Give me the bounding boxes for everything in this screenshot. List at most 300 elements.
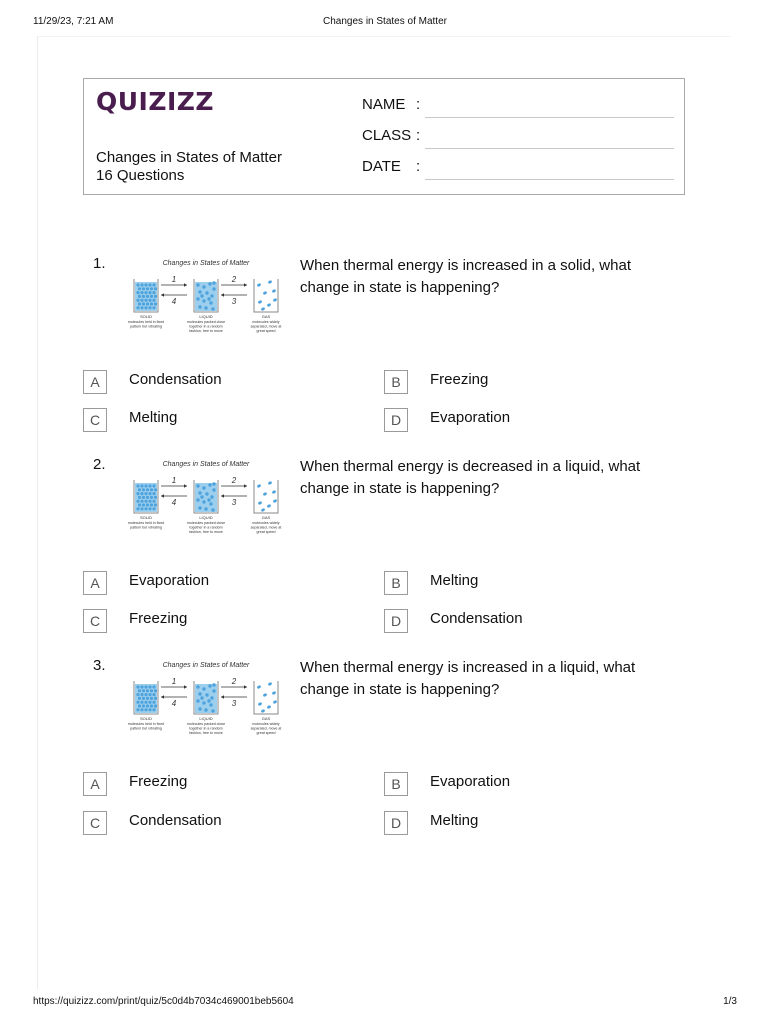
arrow-head xyxy=(221,293,224,297)
particle xyxy=(136,299,139,302)
particle xyxy=(142,488,145,491)
particle xyxy=(257,484,262,488)
question-3 xyxy=(83,657,693,847)
particle xyxy=(142,689,145,692)
particle xyxy=(150,496,153,499)
option-b[interactable] xyxy=(384,772,664,796)
arrow-label: 3 xyxy=(231,699,237,708)
class-label: CLASS xyxy=(362,127,412,144)
particle xyxy=(154,503,157,506)
particle xyxy=(210,294,213,297)
beaker-gas xyxy=(251,480,282,534)
diagram-svg xyxy=(128,456,284,548)
particle xyxy=(207,699,210,702)
arrow-label: 4 xyxy=(171,297,177,306)
particle xyxy=(146,488,149,491)
particle xyxy=(211,508,214,511)
particle xyxy=(148,484,151,487)
particle xyxy=(273,499,278,503)
particle xyxy=(196,283,199,286)
particle xyxy=(152,685,155,688)
state-description: molecules held in fixed xyxy=(128,521,165,525)
worksheet-header xyxy=(83,78,685,195)
particle xyxy=(144,693,147,696)
state-description: molecules packed close xyxy=(186,722,226,726)
date-field[interactable] xyxy=(362,156,674,180)
particle xyxy=(146,704,149,707)
beaker-liquid xyxy=(187,279,225,333)
arrow-head xyxy=(161,293,164,297)
particle xyxy=(144,685,147,688)
arrow-head xyxy=(244,283,247,287)
particle xyxy=(208,282,211,285)
particle xyxy=(148,701,151,704)
question-text: When thermal energy is increased in a solid, what change in state is happening? xyxy=(300,257,631,296)
particle xyxy=(154,689,157,692)
particle xyxy=(198,506,201,509)
diagram-svg xyxy=(128,657,284,749)
particle xyxy=(258,501,263,505)
particle xyxy=(209,703,212,706)
particle xyxy=(152,708,155,711)
option-d[interactable] xyxy=(384,811,664,835)
state-description: molecules widely xyxy=(252,722,280,726)
particle xyxy=(146,503,149,506)
particle xyxy=(268,481,273,485)
particle xyxy=(263,693,268,697)
question-number: 3. xyxy=(93,657,106,674)
particle xyxy=(204,708,207,711)
particle xyxy=(212,683,215,686)
particle xyxy=(148,306,151,309)
option-c[interactable] xyxy=(83,811,363,835)
particle xyxy=(152,291,155,294)
particle xyxy=(144,507,147,510)
state-description: molecules widely xyxy=(252,521,280,525)
option-b[interactable] xyxy=(384,370,664,394)
diagram-svg xyxy=(128,255,284,347)
diagram-title: Changes in States of Matter xyxy=(162,461,250,468)
particle xyxy=(146,287,149,290)
particle xyxy=(196,685,199,688)
particle xyxy=(140,685,143,688)
diagram-title: Changes in States of Matter xyxy=(162,662,250,669)
date-label: DATE xyxy=(362,158,401,175)
particle xyxy=(148,708,151,711)
arrow-head xyxy=(184,283,187,287)
particle xyxy=(146,697,149,700)
particle xyxy=(142,287,145,290)
particle xyxy=(140,500,143,503)
particle xyxy=(272,289,277,293)
particle xyxy=(148,693,151,696)
particle xyxy=(138,697,141,700)
particle xyxy=(210,495,213,498)
arrow-label: 3 xyxy=(231,297,237,306)
arrow-label: 1 xyxy=(171,476,177,485)
states-of-matter-diagram xyxy=(128,456,284,548)
particle xyxy=(140,484,143,487)
particle xyxy=(138,689,141,692)
option-text: Evaporation xyxy=(430,773,511,790)
particle xyxy=(210,696,213,699)
particle xyxy=(205,492,208,495)
arrow-head xyxy=(221,695,224,699)
state-label: SOLID xyxy=(139,314,153,319)
particle xyxy=(268,280,273,284)
particle xyxy=(140,299,143,302)
particle xyxy=(144,492,147,495)
particle xyxy=(196,498,199,501)
class-line[interactable] xyxy=(425,148,674,149)
particle xyxy=(142,697,145,700)
particle xyxy=(198,491,201,494)
particle xyxy=(212,287,215,290)
print-url: https://quizizz.com/print/quiz/5c0d4b7034c469001beb5604 xyxy=(33,996,294,1007)
state-description: separated, move at xyxy=(250,525,282,530)
particle xyxy=(154,496,157,499)
option-c[interactable] xyxy=(83,408,363,432)
state-description: together in a random xyxy=(189,525,223,530)
arrow-head xyxy=(161,494,164,498)
option-letter: A xyxy=(83,571,107,595)
particle xyxy=(257,283,262,287)
state-description: together in a random xyxy=(189,726,223,731)
option-letter: C xyxy=(83,609,107,633)
option-d[interactable] xyxy=(384,408,664,432)
particle xyxy=(261,307,266,311)
question-number: 2. xyxy=(93,456,106,473)
option-letter: B xyxy=(384,772,408,796)
question-text: When thermal energy is decreased in a liquid, what change in state is happening? xyxy=(300,458,641,497)
particle xyxy=(204,507,207,510)
particle xyxy=(267,504,272,508)
option-letter: A xyxy=(83,370,107,394)
arrow-label: 2 xyxy=(231,275,237,284)
particle xyxy=(212,689,215,692)
beaker-outline xyxy=(254,279,278,312)
particle xyxy=(144,500,147,503)
particle xyxy=(207,297,210,300)
particle xyxy=(136,693,139,696)
particle xyxy=(152,701,155,704)
beaker-outline xyxy=(254,681,278,714)
option-letter: D xyxy=(384,609,408,633)
particle xyxy=(152,500,155,503)
particle xyxy=(263,492,268,496)
particle xyxy=(261,508,266,512)
particle xyxy=(212,482,215,485)
particle xyxy=(198,305,201,308)
particle xyxy=(207,498,210,501)
arrow-head xyxy=(161,695,164,699)
quiz-title: Changes in States of Matter xyxy=(96,149,282,166)
particle xyxy=(138,295,141,298)
particle xyxy=(150,302,153,305)
particle xyxy=(211,709,214,712)
particle xyxy=(200,696,203,699)
particle xyxy=(205,291,208,294)
quizizz-logo: QUIZIZZ xyxy=(96,87,215,116)
particle xyxy=(138,302,141,305)
particle xyxy=(152,492,155,495)
particle xyxy=(148,291,151,294)
option-text: Evaporation xyxy=(430,409,511,426)
option-letter: A xyxy=(83,772,107,796)
option-text: Evaporation xyxy=(129,572,210,589)
particle xyxy=(140,507,143,510)
particle xyxy=(140,283,143,286)
particle xyxy=(136,507,139,510)
particle xyxy=(150,295,153,298)
particle xyxy=(142,295,145,298)
state-description: pattern but vibrating xyxy=(130,525,162,530)
particle xyxy=(204,306,207,309)
particle xyxy=(146,295,149,298)
particle xyxy=(148,507,151,510)
beaker-solid xyxy=(128,279,164,329)
state-description: pattern but vibrating xyxy=(130,324,162,329)
particle xyxy=(198,692,201,695)
arrow-head xyxy=(221,494,224,498)
particle xyxy=(273,700,278,704)
particle xyxy=(140,291,143,294)
particle xyxy=(142,302,145,305)
state-label: GAS xyxy=(261,716,271,721)
state-description: great speed xyxy=(256,530,276,534)
particle xyxy=(152,299,155,302)
beaker-liquid xyxy=(187,480,225,534)
option-text: Condensation xyxy=(129,812,222,829)
particle xyxy=(152,283,155,286)
name-colon: : xyxy=(416,96,421,113)
class-field[interactable] xyxy=(362,125,674,149)
state-description: fashion, free to move xyxy=(189,731,223,735)
particle xyxy=(208,483,211,486)
particle xyxy=(272,691,277,695)
particle xyxy=(138,704,141,707)
arrow-head xyxy=(244,685,247,689)
particle xyxy=(136,500,139,503)
particle xyxy=(136,701,139,704)
particle xyxy=(154,697,157,700)
beaker-liquid xyxy=(187,681,225,735)
state-description: great speed xyxy=(256,329,276,333)
particle xyxy=(146,496,149,499)
particle xyxy=(146,689,149,692)
particle xyxy=(140,693,143,696)
option-text: Freezing xyxy=(129,610,188,627)
option-d[interactable] xyxy=(384,609,664,633)
option-text: Melting xyxy=(430,812,479,829)
option-b[interactable] xyxy=(384,571,664,595)
particle xyxy=(136,685,139,688)
print-header xyxy=(33,16,737,30)
class-colon: : xyxy=(416,127,421,144)
page-number: 1/3 xyxy=(723,996,737,1007)
particle xyxy=(150,697,153,700)
particle xyxy=(138,287,141,290)
particle xyxy=(212,281,215,284)
particle xyxy=(261,709,266,713)
particle xyxy=(257,685,262,689)
state-description: molecules packed close xyxy=(186,320,226,324)
diagram-title: Changes in States of Matter xyxy=(162,260,250,267)
option-a[interactable] xyxy=(83,571,363,595)
state-description: molecules held in fixed xyxy=(128,722,165,726)
particle xyxy=(150,704,153,707)
beaker-gas xyxy=(251,279,282,333)
particle xyxy=(146,302,149,305)
print-timestamp: 11/29/23, 7:21 AM xyxy=(33,16,114,27)
state-label: SOLID xyxy=(139,716,153,721)
option-letter: D xyxy=(384,811,408,835)
question-text: When thermal energy is increased in a liquid, what change in state is happening? xyxy=(300,659,636,698)
beaker-outline xyxy=(254,480,278,513)
question-2 xyxy=(83,456,693,646)
arrow-label: 1 xyxy=(171,677,177,686)
name-field[interactable] xyxy=(362,94,674,118)
option-letter: D xyxy=(384,408,408,432)
option-letter: C xyxy=(83,811,107,835)
particle xyxy=(196,297,199,300)
particle xyxy=(152,484,155,487)
particle xyxy=(136,492,139,495)
particle xyxy=(209,301,212,304)
particle xyxy=(136,283,139,286)
particle xyxy=(144,299,147,302)
particle xyxy=(136,484,139,487)
particle xyxy=(152,693,155,696)
option-letter: C xyxy=(83,408,107,432)
arrow-label: 1 xyxy=(171,275,177,284)
particle xyxy=(148,299,151,302)
question-1 xyxy=(83,255,693,445)
print-title: Changes in States of Matter xyxy=(323,16,447,27)
particle xyxy=(154,295,157,298)
particle xyxy=(152,306,155,309)
particle xyxy=(196,484,199,487)
particle xyxy=(205,693,208,696)
particle xyxy=(138,488,141,491)
particle xyxy=(150,488,153,491)
particle xyxy=(202,486,205,489)
particle xyxy=(144,484,147,487)
states-of-matter-diagram xyxy=(128,657,284,749)
particle xyxy=(144,306,147,309)
particle xyxy=(140,708,143,711)
particle xyxy=(273,298,278,302)
particle xyxy=(154,302,157,305)
particle xyxy=(144,291,147,294)
option-letter: B xyxy=(384,571,408,595)
state-description: great speed xyxy=(256,731,276,735)
arrow-label: 4 xyxy=(171,699,177,708)
particle xyxy=(272,490,277,494)
particle xyxy=(200,294,203,297)
particle xyxy=(148,492,151,495)
particle xyxy=(144,701,147,704)
particle xyxy=(202,701,205,704)
particle xyxy=(268,682,273,686)
option-text: Condensation xyxy=(129,371,222,388)
option-text: Melting xyxy=(129,409,178,426)
state-label: GAS xyxy=(261,515,271,520)
particle xyxy=(144,283,147,286)
particle xyxy=(140,306,143,309)
particle xyxy=(148,500,151,503)
date-line[interactable] xyxy=(425,179,674,180)
particle xyxy=(154,488,157,491)
option-text: Melting xyxy=(430,572,479,589)
state-label: SOLID xyxy=(139,515,153,520)
particle xyxy=(142,496,145,499)
particle xyxy=(258,300,263,304)
state-label: GAS xyxy=(261,314,271,319)
particle xyxy=(152,507,155,510)
particle xyxy=(140,492,143,495)
state-label: LIQUID xyxy=(199,716,213,721)
state-description: together in a random xyxy=(189,324,223,329)
arrow-head xyxy=(244,484,247,488)
option-a[interactable] xyxy=(83,772,363,796)
option-c[interactable] xyxy=(83,609,363,633)
particle xyxy=(144,708,147,711)
beaker-solid xyxy=(128,480,164,530)
particle xyxy=(136,306,139,309)
particle xyxy=(148,685,151,688)
state-description: molecules held in fixed xyxy=(128,320,165,324)
particle xyxy=(208,684,211,687)
particle xyxy=(142,503,145,506)
particle xyxy=(140,701,143,704)
particle xyxy=(198,707,201,710)
particle xyxy=(154,704,157,707)
beaker-gas xyxy=(251,681,282,735)
particle xyxy=(267,303,272,307)
option-text: Freezing xyxy=(430,371,489,388)
arrow-head xyxy=(184,484,187,488)
option-a[interactable] xyxy=(83,370,363,394)
particle xyxy=(198,290,201,293)
question-count: 16 Questions xyxy=(96,167,185,184)
arrow-label: 4 xyxy=(171,498,177,507)
question-number: 1. xyxy=(93,255,106,272)
particle xyxy=(136,708,139,711)
particle xyxy=(148,283,151,286)
name-label: NAME xyxy=(362,96,406,113)
particle xyxy=(138,496,141,499)
arrow-label: 3 xyxy=(231,498,237,507)
particle xyxy=(150,503,153,506)
arrow-label: 2 xyxy=(231,476,237,485)
particle xyxy=(212,488,215,491)
particle xyxy=(258,702,263,706)
state-description: molecules packed close xyxy=(186,521,226,525)
particle xyxy=(211,307,214,310)
state-label: LIQUID xyxy=(199,515,213,520)
name-line[interactable] xyxy=(425,117,674,118)
particle xyxy=(202,299,205,302)
particle xyxy=(142,704,145,707)
state-description: molecules widely xyxy=(252,320,280,324)
date-colon: : xyxy=(416,158,421,175)
particle xyxy=(202,500,205,503)
particle xyxy=(136,291,139,294)
particle xyxy=(263,291,268,295)
state-description: separated, move at xyxy=(250,324,282,329)
option-text: Condensation xyxy=(430,610,523,627)
